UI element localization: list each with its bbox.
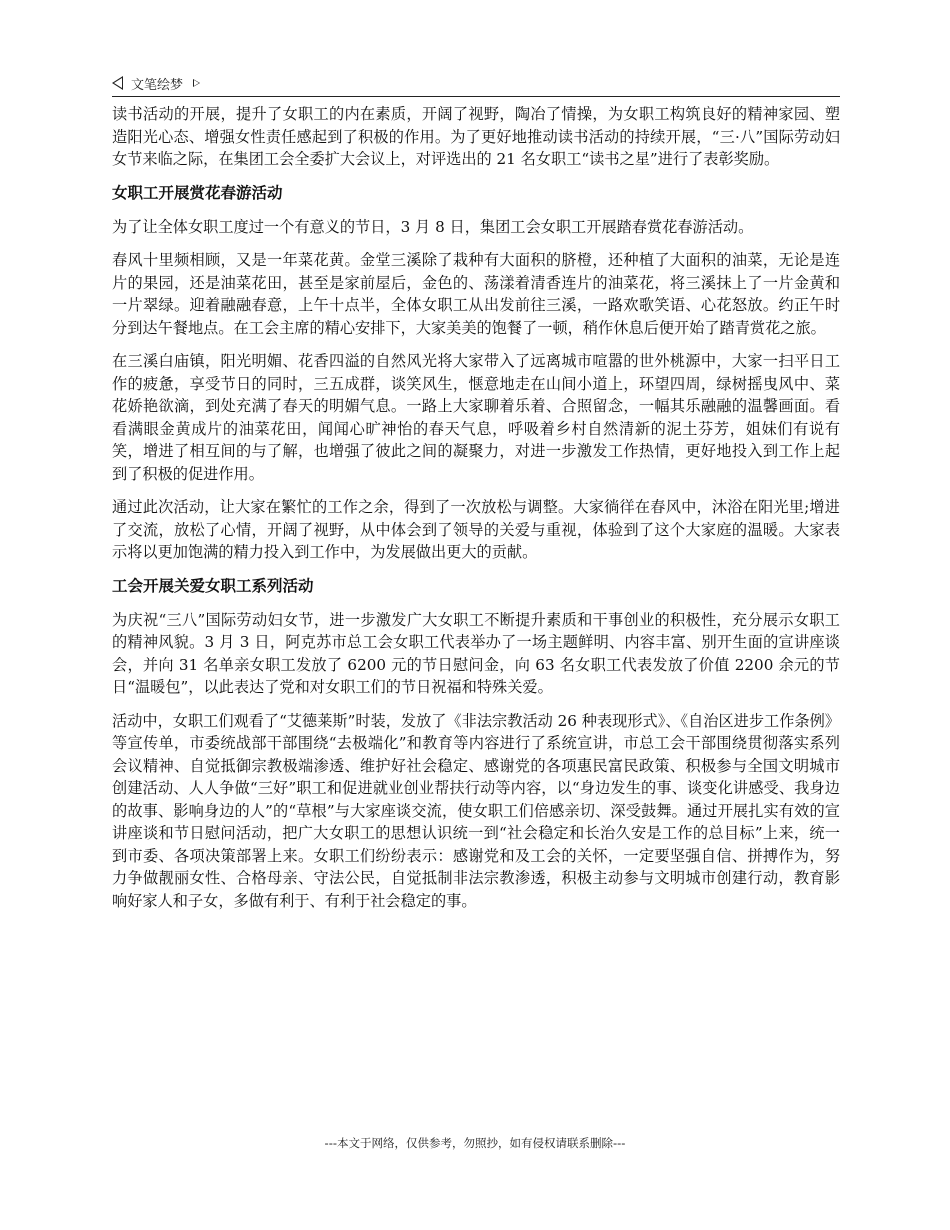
triangle-left-icon xyxy=(112,76,123,90)
document-body xyxy=(112,103,840,912)
body-paragraph: 读书活动的开展，提升了女职工的内在素质，开阔了视野，陶冶了情操，为女职工构筑良好的精神家园、塑造阳光心态、增强女性责任感起到了积极的作用。为了更好地推动读书活动的持续开展，“三·八”国际劳动妇女节来临之际，在集团工会全委扩大会议上，对评选出的 21 名女职工“读书之星”进行了表彰奖励。 xyxy=(112,105,840,168)
body-paragraph: 通过此次活动，让大家在繁忙的工作之余，得到了一次放松与调整。大家徜徉在春风中，沐浴在阳光里;增进了交流，放松了心情，开阔了视野，从中体会到了领导的关爱与重视，体验到了这个大家庭的温暖。大家表示将以更加饱满的精力投入到工作中，为发展做出更大的贡献。 xyxy=(112,498,840,561)
body-paragraph: 在三溪白庙镇，阳光明媚、花香四溢的自然风光将大家带入了远离城市喧嚣的世外桃源中，大家一扫平日工作的疲惫，享受节日的同时，三五成群，谈笑风生，惬意地走在山间小道上，环望四周，绿树摇曳风中、菜花娇艳欲滴，到处充满了春天的明媚气息。一路上大家聊着乐着、合照留念，一幅其乐融融的温馨画面。看看满眼金黄成片的油菜花田，闻闻心旷神怡的春天气息，呼吸着乡村自然清新的泥土芬芳，姐妹们有说有笑，增进了相互间的与了解，也增强了彼此之间的凝聚力，对进一步激发工作热情，更好地投入到工作上起到了积极的促进作用。 xyxy=(112,352,840,483)
triangle-right-icon xyxy=(193,79,200,87)
section-heading: 女职工开展赏花春游活动 xyxy=(112,183,283,202)
body-paragraph: 为了让全体女职工度过一个有意义的节日，3 月 8 日，集团工会女职工开展踏春赏花春游活动。 xyxy=(112,217,754,236)
page-footer: ---本文于网络，仅供参考，勿照抄，如有侵权请联系删除--- xyxy=(324,1136,626,1150)
body-paragraph: 为庆祝“三八”国际劳动妇女节，进一步激发广大女职工不断提升素质和干事创业的积极性，充分展示女职工的精神风貌。3 月 3 日，阿克苏市总工会女职工代表举办了一场主题鲜明、内容丰富、别开生面的宣讲座谈会，并向 31 名单亲女职工发放了 6200 元的节日慰问金，向 63 名女职工代表发放了价值 2200 余元的节日“温暖包”，以此表达了党和对女职工们的节日祝福和特殊关爱。 xyxy=(112,610,840,696)
document-page xyxy=(112,72,840,923)
body-paragraph: 春风十里频相顾，又是一年菜花黄。金堂三溪除了栽种有大面积的脐橙，还种植了大面积的油菜，无论是连片的果园，还是油菜花田，甚至是家前屋后，金色的、荡漾着清香连片的油菜花，将三溪抹上了一片金黄和一片翠绿。迎着融融春意，上午十点半，全体女职工从出发前往三溪，一路欢歌笑语、心花怒放。约正午时分到达午餐地点。在工会主席的精心安排下，大家美美的饱餐了一顿，稍作休息后便开始了踏青赏花之旅。 xyxy=(112,251,840,337)
header-title: 文笔绘梦 xyxy=(131,77,184,93)
section-heading: 工会开展关爱女职工系列活动 xyxy=(112,576,314,595)
body-paragraph: 活动中，女职工们观看了“艾德莱斯”时装，发放了《非法宗教活动 26 种表现形式》、《自治区进步工作条例》等宣传单，市委统战部干部围绕“去极端化”和教育等内容进行了系统宣讲，市总工会干部围绕贯彻落实系列会议精神、自觉抵御宗教极端渗透、维护好社会稳定、感谢党的各项惠民富民政策、积极参与全国文明城市创建活动、人人争做“三好”职工和促进就业创业帮扶行动等内容，以“身边发生的事、谈变化讲感受、我身边的故事、影响身边的人”的“草根”与大家座谈交流，使女职工们倍感亲切、深受鼓舞。通过开展扎实有效的宣讲座谈和节日慰问活动，把广大女职工的思想认识统一到“社会稳定和长治久安是工作的总目标”上来，统一到市委、各项决策部署上来。女职工们纷纷表示：感谢党和及工会的关怀，一定要坚强自信、拼搏作为，努力争做靓丽女性、合格母亲、守法公民，自觉抵制非法宗教渗透，积极主动参与文明城市创建行动，教育影响好家人和子女，多做有利于、有利于社会稳定的事。 xyxy=(112,711,840,910)
page-header xyxy=(112,72,840,97)
